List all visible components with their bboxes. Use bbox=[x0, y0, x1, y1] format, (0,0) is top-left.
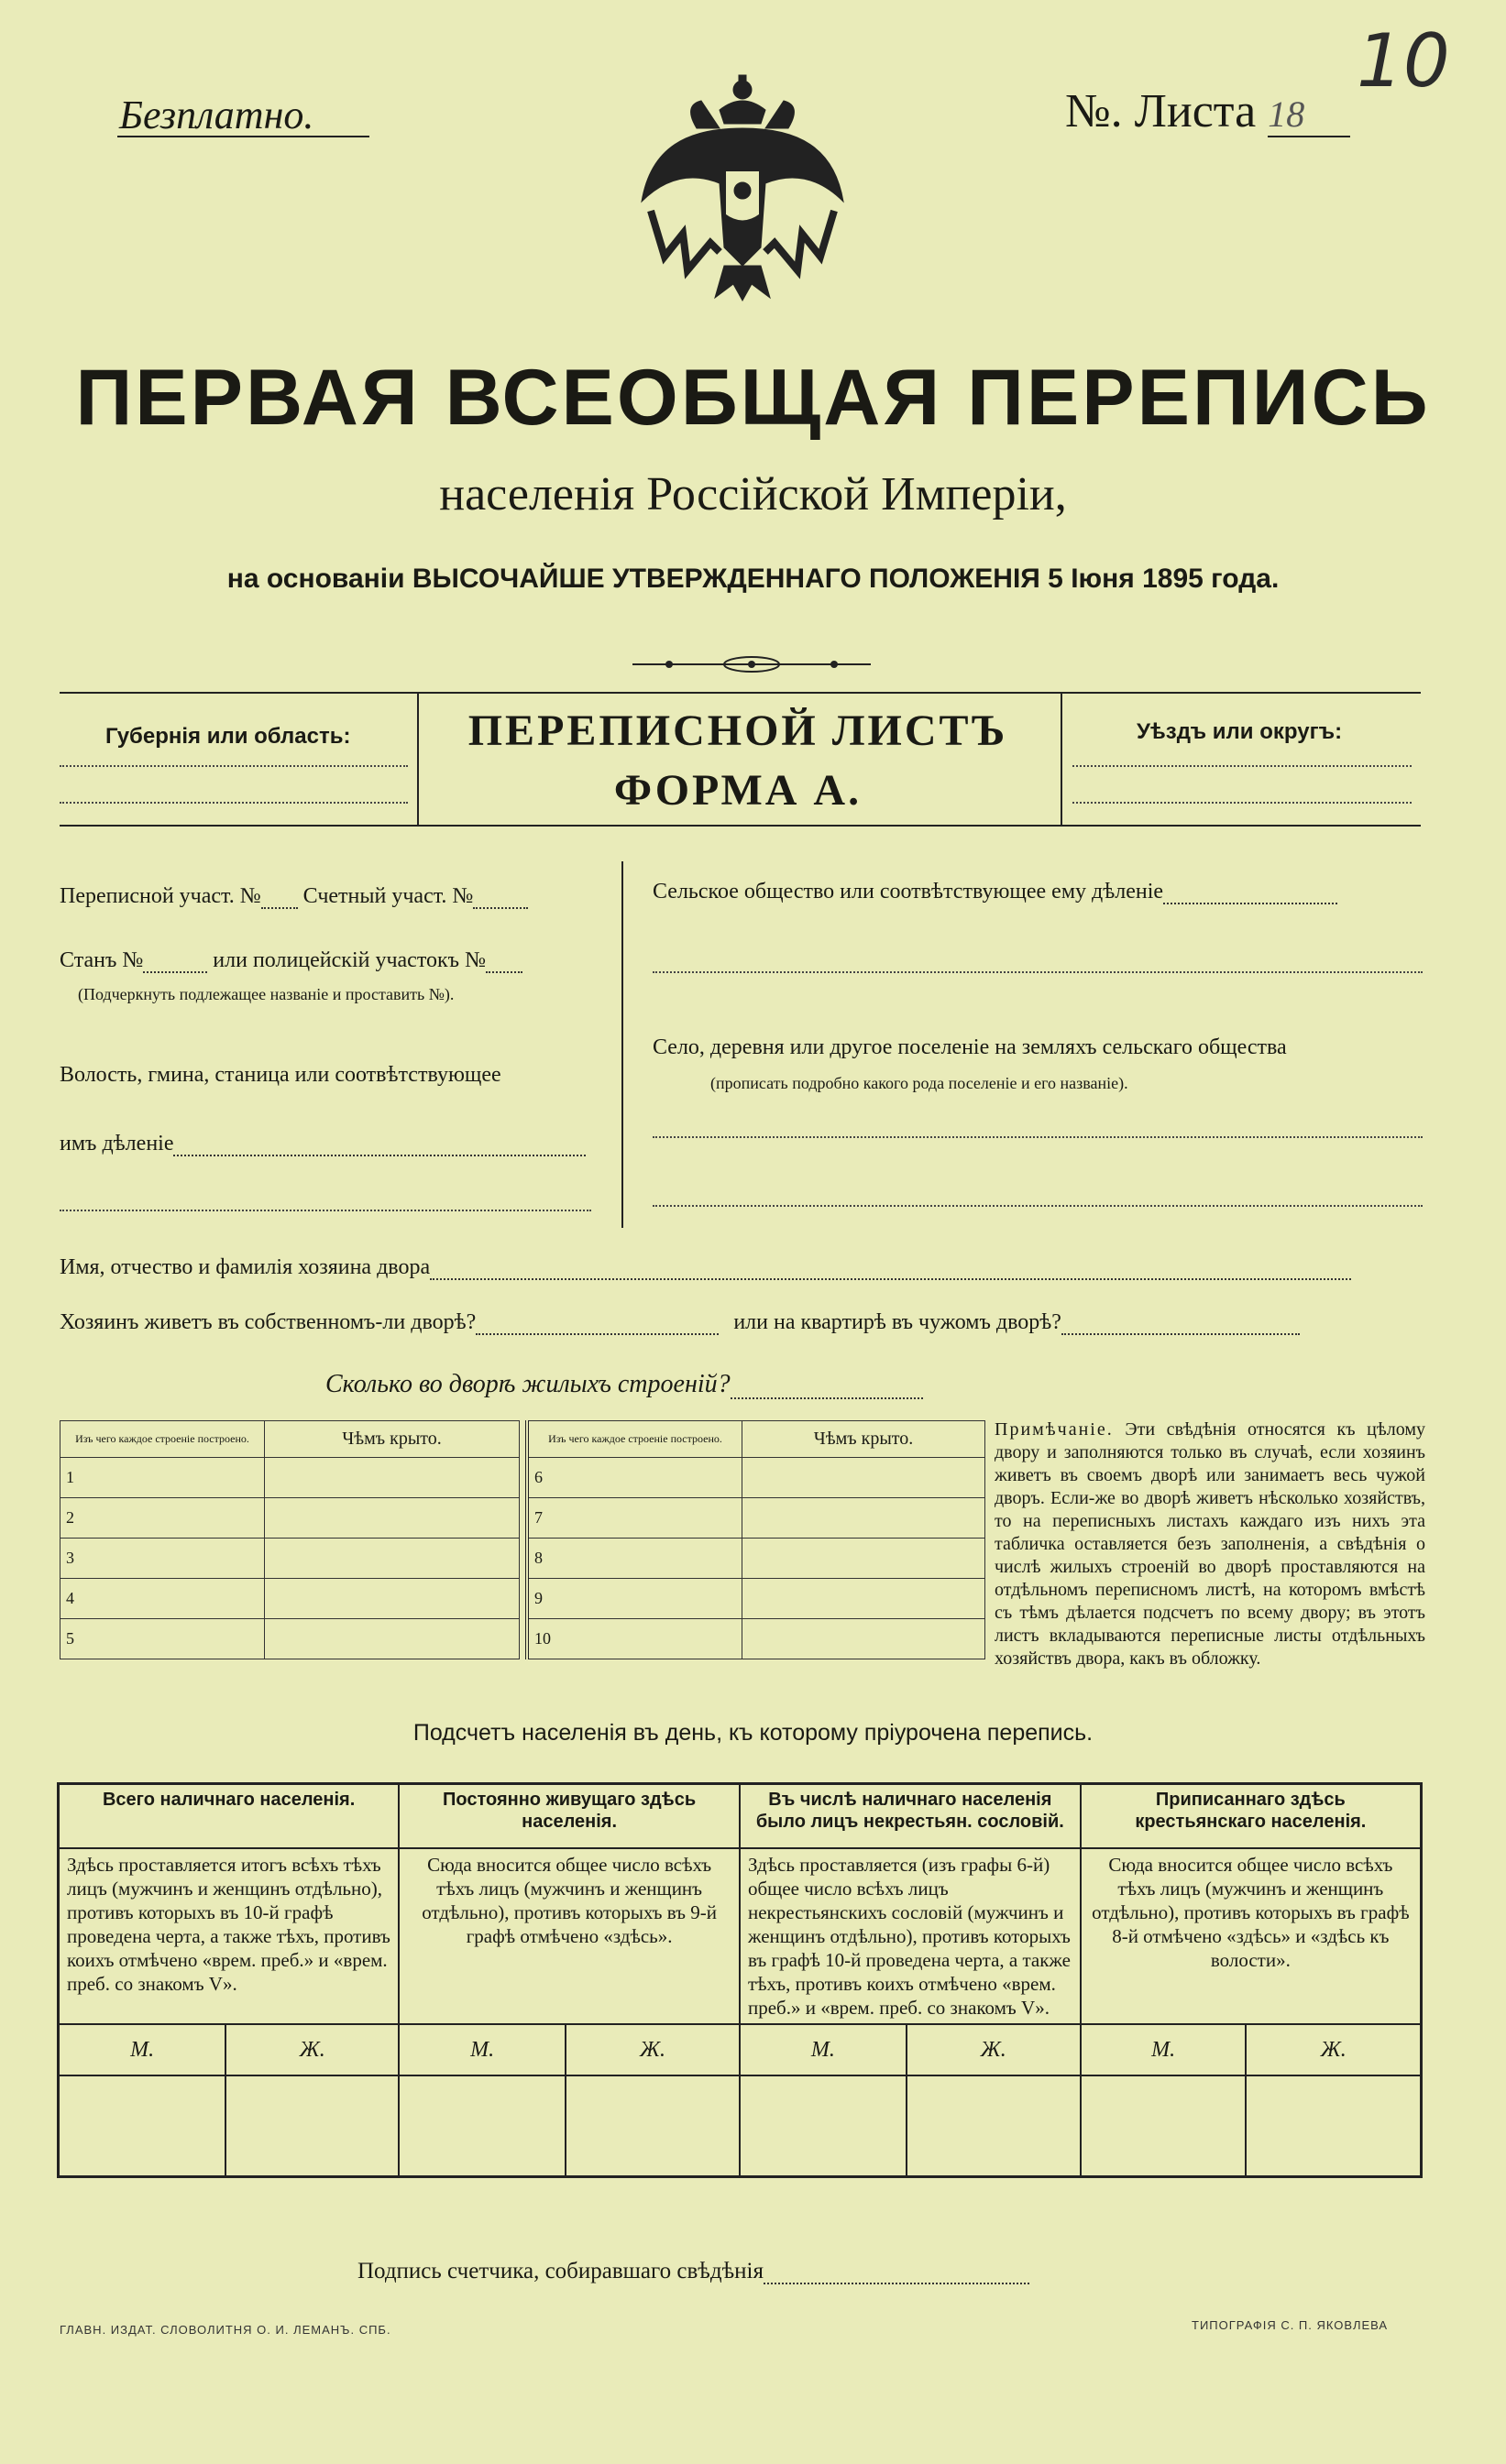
roof-cell[interactable] bbox=[742, 1458, 985, 1498]
total-population-desc: Здѣсь проставляется итогъ всѣхъ тѣхъ лицъ (мужчинъ и женщинъ отдѣльно), противъ которыхъ въ 10-й графѣ проведена черта, а также тѣхъ, противъ коихъ отмѣчено «врем. преб.» и «врем. преб. со знакомъ V». bbox=[59, 1848, 400, 2024]
signature-label bbox=[357, 2259, 1029, 2284]
counting-area-text: Счетный участ. № bbox=[302, 884, 474, 908]
free-underline bbox=[117, 136, 369, 137]
volost-label: Волость, гмина, станица или соотвѣтствующее bbox=[60, 1063, 501, 1087]
signature-input[interactable] bbox=[764, 2283, 1029, 2284]
male-label: М. bbox=[1081, 2024, 1247, 2075]
roof-cell[interactable] bbox=[265, 1579, 520, 1619]
census-area-text: Переписной участ. № bbox=[60, 884, 261, 908]
census-title: ПЕРВАЯ ВСЕОБЩАЯ ПЕРЕПИСЬ bbox=[75, 354, 1431, 442]
sheet-number-value[interactable]: 18 bbox=[1268, 93, 1350, 137]
village-input[interactable] bbox=[653, 1136, 1423, 1138]
count-cell[interactable] bbox=[225, 2075, 399, 2177]
non-peasant-header: Въ числѣ наличнаго населенія было лицъ некрестьян. сословій. bbox=[740, 1784, 1081, 1848]
village-society-text: Сельское общество или соотвѣтствующее ему дѣленіе bbox=[653, 880, 1164, 903]
stan-text: Станъ № bbox=[60, 948, 144, 972]
footer-right: ТИПОГРАФІЯ С. П. ЯКОВЛЕВА bbox=[1192, 2318, 1389, 2332]
roof-header: Чѣмъ крыто. bbox=[742, 1421, 985, 1458]
free-of-charge-label: Безплатно. bbox=[119, 93, 314, 137]
province-label: Губернія или область: bbox=[105, 724, 351, 749]
building-row[interactable]: 6 bbox=[527, 1458, 742, 1498]
village-note: (прописать подробно какого рода поселеніе и его названіе). bbox=[710, 1074, 1128, 1092]
census-subtitle: населенія Россійской Имперіи, bbox=[439, 468, 1067, 520]
owner-name-input[interactable] bbox=[430, 1278, 1351, 1280]
volost2-text: имъ дѣленіе bbox=[60, 1132, 174, 1155]
female-label: Ж. bbox=[566, 2024, 740, 2075]
census-area-label bbox=[60, 884, 528, 909]
how-many-label bbox=[325, 1370, 923, 1399]
imperial-eagle-icon bbox=[632, 73, 852, 302]
roof-cell[interactable] bbox=[265, 1619, 520, 1659]
volost-label-2 bbox=[60, 1132, 586, 1156]
roof-cell[interactable] bbox=[265, 1539, 520, 1579]
district-label: Уѣздъ или округъ: bbox=[1137, 719, 1343, 744]
sheet-number-label: №. Листа bbox=[1065, 85, 1257, 137]
province-input[interactable] bbox=[60, 765, 408, 767]
rule bbox=[60, 825, 1421, 827]
sheet-number bbox=[1065, 84, 1350, 138]
province-input-line2[interactable] bbox=[60, 802, 408, 804]
owner-lives-label bbox=[60, 1310, 1300, 1335]
volost-input[interactable] bbox=[173, 1155, 586, 1156]
police-input[interactable] bbox=[486, 971, 522, 973]
signature-text: Подпись счетчика, собиравшаго свѣдѣнія bbox=[357, 2259, 764, 2283]
buildings-table-left bbox=[60, 1420, 520, 1659]
building-row[interactable]: 8 bbox=[527, 1539, 742, 1579]
building-row[interactable]: 3 bbox=[60, 1539, 265, 1579]
population-title: Подсчетъ населенія въ день, къ которому пріурочена перепись. bbox=[412, 1720, 1094, 1746]
form-title: ПЕРЕПИСНОЙ ЛИСТЪ bbox=[467, 706, 1008, 755]
village-society-input[interactable] bbox=[1163, 903, 1337, 904]
roof-cell[interactable] bbox=[742, 1498, 985, 1539]
village-society-label bbox=[653, 880, 1337, 904]
police-text: или полицейскій участокъ № bbox=[213, 948, 486, 972]
building-row[interactable]: 4 bbox=[60, 1579, 265, 1619]
male-label: М. bbox=[59, 2024, 226, 2075]
roof-cell[interactable] bbox=[742, 1539, 985, 1579]
male-label: М. bbox=[399, 2024, 566, 2075]
female-label: Ж. bbox=[907, 2024, 1081, 2075]
material-header: Изъ чего каждое строеніе построено. bbox=[527, 1421, 742, 1458]
census-area-input[interactable] bbox=[261, 907, 298, 909]
building-row[interactable]: 2 bbox=[60, 1498, 265, 1539]
footer-left: ГЛАВН. ИЗДАТ. СЛОВОЛИТНЯ О. И. ЛЕМАНЪ. СПБ. bbox=[60, 2323, 391, 2337]
owner-lives-input[interactable] bbox=[476, 1333, 719, 1335]
village-label: Село, деревня или другое поселеніе на земляхъ сельскаго общества bbox=[653, 1035, 1287, 1059]
building-row[interactable]: 1 bbox=[60, 1458, 265, 1498]
or-rented-input[interactable] bbox=[1061, 1333, 1300, 1335]
village-society-input-line2[interactable] bbox=[653, 971, 1423, 973]
how-many-text: Сколько во дворѣ жилыхъ строеній? bbox=[325, 1370, 731, 1398]
roof-cell[interactable] bbox=[265, 1498, 520, 1539]
rule bbox=[1059, 692, 1421, 694]
peasant-header: Приписаннаго здѣсь крестьянскаго населенія. bbox=[1081, 1784, 1422, 1848]
count-cell[interactable] bbox=[740, 2075, 907, 2177]
owner-name-text: Имя, отчество и фамилія хозяина двора bbox=[60, 1255, 431, 1279]
owner-name-label bbox=[60, 1255, 1351, 1280]
building-row[interactable]: 9 bbox=[527, 1579, 742, 1619]
how-many-input[interactable] bbox=[731, 1397, 923, 1399]
or-rented-text: или на квартирѣ въ чужомъ дворѣ? bbox=[733, 1310, 1061, 1334]
count-cell[interactable] bbox=[1081, 2075, 1247, 2177]
note-title: Примѣчаніе. bbox=[995, 1419, 1114, 1440]
building-row[interactable]: 7 bbox=[527, 1498, 742, 1539]
count-cell[interactable] bbox=[399, 2075, 566, 2177]
peasant-desc: Сюда вносится общее число всѣхъ тѣхъ лицъ (мужчинъ и женщинъ отдѣльно), противъ которыхъ въ графѣ 8-й отмѣчено «здѣсь» и «здѣсь къ волости». bbox=[1081, 1848, 1422, 2024]
male-label: М. bbox=[740, 2024, 907, 2075]
buildings-table-right bbox=[525, 1420, 985, 1659]
volost-input-line2[interactable] bbox=[60, 1210, 591, 1211]
legal-basis: на основаніи ВЫСОЧАЙШЕ УТВЕРЖДЕННАГО ПОЛОЖЕНІЯ 5 Іюня 1895 года. bbox=[226, 564, 1280, 594]
count-cell[interactable] bbox=[59, 2075, 226, 2177]
female-label: Ж. bbox=[1246, 2024, 1421, 2075]
material-header: Изъ чего каждое строеніе построено. bbox=[60, 1421, 265, 1458]
count-cell[interactable] bbox=[1246, 2075, 1421, 2177]
building-row[interactable]: 5 bbox=[60, 1619, 265, 1659]
underline-note: (Подчеркнуть подлежащее названіе и проставить №). bbox=[78, 985, 455, 1003]
count-cell[interactable] bbox=[907, 2075, 1081, 2177]
non-peasant-desc: Здѣсь проставляется (изъ графы 6-й) общее число всѣхъ лицъ некрестьянскихъ сословій (мужчинъ и женщинъ отдѣльно), противъ которыхъ въ графѣ 10-й проведена черта, а также тѣхъ, противъ коихъ отмѣчено «врем. преб.» и «врем. преб. со знакомъ V». bbox=[740, 1848, 1081, 2024]
buildings-note bbox=[995, 1418, 1425, 1670]
ornament-divider-icon bbox=[632, 651, 871, 678]
stan-input[interactable] bbox=[143, 971, 207, 973]
female-label: Ж. bbox=[225, 2024, 399, 2075]
column-divider bbox=[621, 861, 623, 1228]
owner-lives-text: Хозяинъ живетъ въ собственномъ-ли дворѣ? bbox=[60, 1310, 477, 1334]
permanent-population-desc: Сюда вносится общее число всѣхъ тѣхъ лицъ (мужчинъ и женщинъ отдѣльно), противъ которыхъ въ 9-й графѣ отмѣчено «здѣсь». bbox=[399, 1848, 740, 2024]
handwritten-page-number: 10 bbox=[1357, 18, 1450, 104]
roof-cell[interactable] bbox=[265, 1458, 520, 1498]
roof-cell[interactable] bbox=[742, 1579, 985, 1619]
roof-header: Чѣмъ крыто. bbox=[265, 1421, 520, 1458]
district-input-line2[interactable] bbox=[1072, 802, 1412, 804]
total-population-header: Всего наличнаго населенія. bbox=[59, 1784, 400, 1848]
rule bbox=[60, 692, 417, 694]
stan-label bbox=[60, 948, 522, 973]
note-text: Эти свѣдѣнія относятся къ цѣлому двору и заполняются только въ случаѣ, если хозяинъ живетъ въ своемъ дворѣ или занимаетъ весь чужой дворъ. Если-же во дворѣ живетъ нѣсколько хозяйствъ, то на переписныхъ листахъ каждаго изъ нихъ эта табличка оставляется безъ заполненія, а свѣдѣнія о числѣ жилыхъ строеній во дворѣ проставляются на отдѣльномъ переписномъ листѣ, на которомъ вмѣстѣ съ тѣмъ дѣлается подсчетъ по всему двору; въ этотъ листъ вкладываются переписные листы отдѣльныхъ хозяйствъ двора, какъ въ обложку. bbox=[995, 1419, 1426, 1669]
population-table bbox=[57, 1782, 1423, 2178]
building-row[interactable]: 10 bbox=[527, 1619, 742, 1659]
count-cell[interactable] bbox=[566, 2075, 740, 2177]
counting-area-input[interactable] bbox=[473, 907, 528, 909]
permanent-population-header: Постоянно живущаго здѣсь населенія. bbox=[399, 1784, 740, 1848]
district-input[interactable] bbox=[1072, 765, 1412, 767]
roof-cell[interactable] bbox=[742, 1619, 985, 1659]
village-input-line2[interactable] bbox=[653, 1205, 1423, 1207]
form-subtitle: ФОРМА А. bbox=[613, 766, 863, 815]
